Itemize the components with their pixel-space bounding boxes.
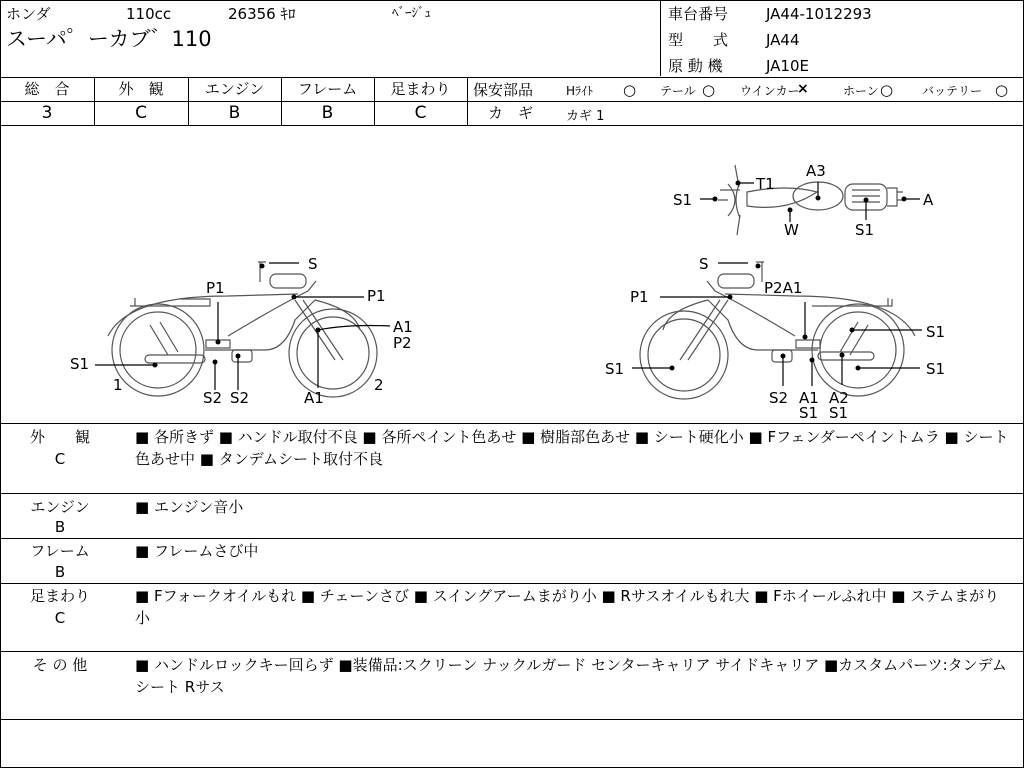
diagram-label: 1	[113, 376, 123, 394]
divider	[467, 101, 1024, 102]
frame-no-label: 車台番号	[668, 5, 729, 23]
diagram-label: A1	[304, 389, 324, 407]
divider	[0, 423, 1024, 424]
divider	[0, 101, 467, 102]
diagram-label: A3	[806, 162, 826, 180]
overall-label: 総 合	[24, 80, 70, 98]
engine-model-value: JA10E	[766, 57, 809, 75]
diagram-label: S	[699, 255, 709, 273]
detail-engine-label: エンジン	[30, 498, 90, 516]
diagram-label: S1	[673, 191, 693, 209]
divider	[0, 651, 1024, 652]
diagram-label: A1	[799, 389, 819, 407]
horn-ok-icon: ○	[880, 81, 894, 99]
detail-other-label: そ の 他	[32, 656, 88, 674]
diagram-label: S2	[203, 389, 223, 407]
left-view-bike	[108, 262, 377, 397]
key-label: カ ギ	[488, 104, 534, 122]
color: ﾍﾞｰｼﾞｭ	[392, 6, 431, 21]
headlight-label: Hﾗｲﾄ	[566, 84, 594, 98]
headlight-ok-icon: ○	[623, 81, 637, 99]
diagram-label: S1	[926, 323, 946, 341]
detail-frame-grade: B	[54, 563, 66, 581]
detail-suspension-grade: C	[54, 609, 66, 627]
diagram-label: W	[784, 221, 799, 239]
detail-exterior-grade: C	[54, 450, 66, 468]
tail-ok-icon: ○	[702, 81, 716, 99]
divider	[467, 78, 468, 126]
mileage: 26356 ｷﾛ	[228, 5, 296, 23]
diagram-label: S	[308, 255, 318, 273]
winker-label: ウインカー	[740, 84, 800, 98]
detail-frame-text: ■ フレームさび中	[135, 542, 259, 560]
detail-exterior-text: ■ 各所きず ■ ハンドル取付不良 ■ 各所ペイント色あせ ■ 樹脂部色あせ ■ シート硬化小 ■ Fフェンダーペイントムラ ■ シート色あせ中 ■ タンデムシート取付不良	[135, 428, 1009, 468]
exterior-grade: C	[135, 103, 147, 123]
diagram-label: S2	[230, 389, 250, 407]
overall-grade: 3	[41, 103, 53, 123]
horn-label: ホーン	[843, 84, 879, 98]
model-name: スーパ゜ーカブ゛110	[6, 27, 212, 51]
safety-parts-label: 保安部品	[473, 81, 534, 99]
diagram-label: P1	[206, 279, 225, 297]
detail-frame-label: フレーム	[30, 542, 90, 560]
diagram-label: P2A1	[764, 279, 803, 297]
maker: ホンダ	[6, 5, 51, 23]
type-label: 型 式	[668, 31, 729, 49]
displacement: 110cc	[126, 5, 172, 23]
exterior-label: 外 観	[118, 80, 164, 98]
detail-suspension-label: 足まわり	[29, 587, 90, 605]
frame-label: フレーム	[297, 80, 358, 98]
damage-diagram	[0, 126, 1024, 422]
divider	[0, 493, 1024, 494]
diagram-label: A	[923, 191, 934, 209]
engine-label: エンジン	[204, 80, 265, 98]
detail-exterior-label: 外 観	[29, 428, 90, 446]
diagram-label: S1	[70, 355, 90, 373]
divider	[0, 719, 1024, 720]
diagram-label: T1	[756, 175, 775, 193]
suspension-label: 足まわり	[390, 80, 451, 98]
winker-ng-icon: ×	[797, 81, 809, 97]
diagram-label: 2	[374, 376, 384, 394]
diagram-label: A2	[829, 389, 849, 407]
diagram-label: S1	[855, 221, 875, 239]
detail-suspension-text: ■ Fフォークオイルもれ ■ チェーンさび ■ スイングアームまがり小 ■ Rサスオイルもれ大 ■ Fホイールふれ中 ■ ステムまがり小	[135, 587, 1000, 627]
detail-engine-grade: B	[54, 518, 66, 536]
frame-no: JA44-1012293	[766, 5, 872, 23]
detail-other-text: ■ ハンドルロックキー回らず ■装備品:スクリーン ナックルガード センターキャリア サイドキャリア ■カスタムパーツ:タンデムシート Rサス	[135, 656, 1007, 696]
diagram-label: P1	[367, 287, 386, 305]
diagram-label: S1	[829, 404, 849, 422]
frame-grade: B	[321, 103, 334, 123]
engine-grade: B	[228, 103, 241, 123]
diagram-label: S1	[605, 360, 625, 378]
divider	[0, 538, 1024, 539]
battery-ok-icon: ○	[995, 81, 1009, 99]
detail-engine-text: ■ エンジン音小	[135, 498, 244, 516]
diagram-label: A1	[393, 318, 413, 336]
tail-label: テール	[660, 84, 696, 98]
diagram-label: S1	[799, 404, 819, 422]
header-divider	[660, 0, 661, 76]
battery-label: バッテリー	[922, 84, 983, 98]
engine-model-label: 原 動 機	[668, 57, 723, 75]
type-value: JA44	[766, 31, 800, 49]
diagram-label: P1	[630, 288, 649, 306]
divider	[0, 77, 1024, 78]
key-value: カギ 1	[566, 109, 605, 124]
diagram-label: P2	[393, 334, 412, 352]
diagram-label: S2	[769, 389, 789, 407]
diagram-label: S1	[926, 360, 946, 378]
divider	[0, 583, 1024, 584]
damage-dots	[153, 181, 907, 371]
suspension-grade: C	[414, 103, 427, 123]
